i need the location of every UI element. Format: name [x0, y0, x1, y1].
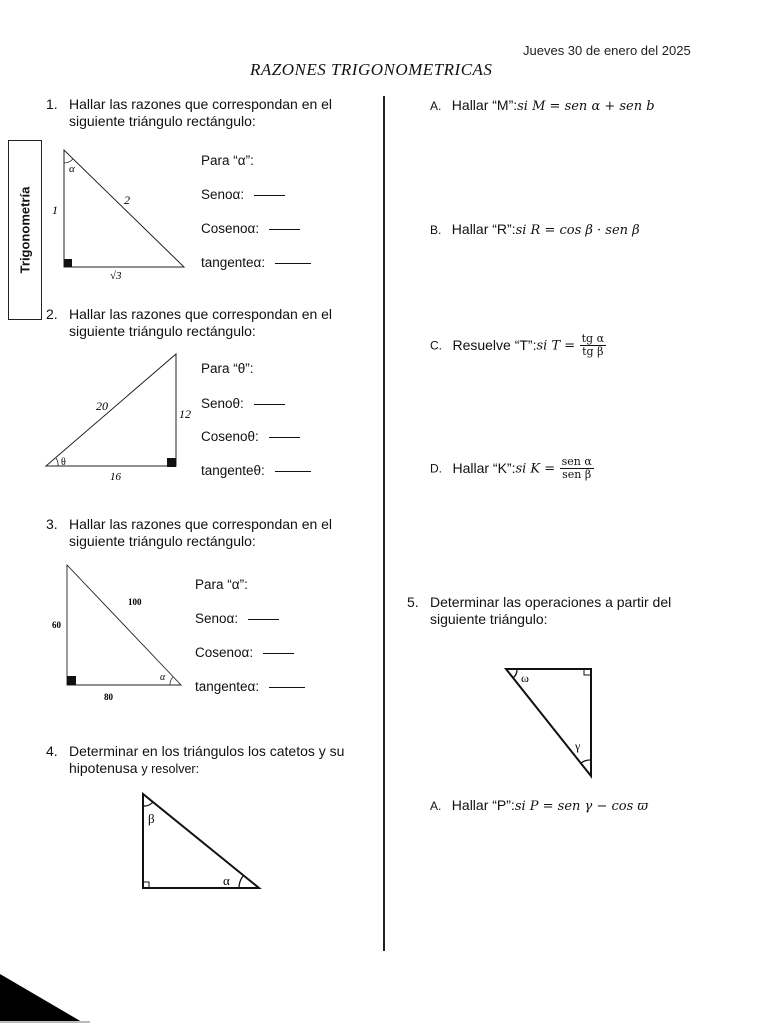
q4-angle-alpha: α: [223, 873, 230, 888]
item-b-text: Hallar “R”:: [451, 221, 516, 237]
q3-seno-label: Senoα:: [195, 611, 239, 626]
item-d-text: Hallar “K”:: [452, 459, 516, 476]
q5-number: 5.: [407, 594, 419, 610]
item-c-letter: C.: [430, 338, 442, 353]
q1-coseno-row: [201, 221, 300, 236]
corner-decoration: [0, 970, 90, 1024]
item-b-math: si R = cos β · sen β: [515, 223, 640, 238]
q1-seno-label: Senoα:: [201, 187, 245, 202]
q2-hypotenuse: 20: [96, 399, 108, 413]
q5-item-a-math: si P = sen γ − cos ϖ: [514, 799, 648, 814]
item-b: [430, 221, 640, 239]
q5-angle-omega: ω: [521, 671, 529, 685]
q3-para: Para “α”:: [195, 577, 248, 592]
item-c-text: Resuelve “T”:: [452, 336, 537, 353]
q1-coseno-label: Cosenoα:: [201, 221, 260, 236]
q2-text: Hallar las razones que correspondan en el siguiente triángulo rectángulo:: [69, 306, 333, 339]
q3-angle-label: α: [160, 672, 166, 683]
item-a-text: Hallar “M”:: [451, 97, 518, 113]
q3-triangle: [46, 560, 196, 706]
q4-text: [69, 743, 359, 778]
item-d-fraction: [560, 456, 594, 481]
q5-item-a: [430, 797, 648, 815]
q2-angle-label: θ: [61, 457, 66, 468]
item-c-numerator: tg α: [581, 332, 604, 345]
q1-tangente-label: tangenteα:: [201, 255, 266, 270]
q1-coseno-blank[interactable]: [269, 228, 300, 230]
q2-side-right: 12: [179, 407, 191, 421]
item-c-denominator: tg β: [582, 345, 604, 358]
column-divider: [383, 96, 385, 951]
q2-number: 2.: [46, 306, 58, 322]
q1-number: 1.: [46, 96, 58, 112]
q2-seno-row: [201, 396, 285, 411]
q3-hypotenuse: 100: [128, 597, 142, 607]
side-tab: [8, 140, 42, 320]
q4-number: 4.: [46, 743, 58, 759]
q1-tangente-row: [201, 255, 311, 270]
q1-side-bottom: √3: [110, 270, 122, 282]
q2-side-bottom: 16: [110, 471, 121, 483]
q1-seno-row: [201, 187, 285, 202]
page-title: RAZONES TRIGONOMETRICAS: [250, 60, 493, 79]
item-d-letter: D.: [430, 461, 442, 476]
q2-seno-blank[interactable]: [254, 403, 285, 405]
q4-text-small: y resolver:: [141, 762, 200, 776]
q3-coseno-blank[interactable]: [263, 652, 294, 654]
q5-angle-gamma: γ: [575, 739, 581, 753]
item-d-numerator: sen α: [561, 455, 592, 468]
date: Jueves 30 de enero del 2025: [523, 43, 691, 58]
q3-tangente-label: tangenteα:: [195, 679, 260, 694]
item-c: [430, 333, 606, 358]
q2-para: Para “θ”:: [201, 361, 254, 376]
q1-hypotenuse: 2: [124, 193, 130, 207]
item-c-math: si T =: [536, 338, 576, 354]
q3-number: 3.: [46, 516, 58, 532]
item-c-fraction: [580, 333, 606, 358]
item-b-letter: B.: [430, 223, 442, 237]
q3-side-left: 60: [52, 620, 61, 630]
item-a-math: si M = sen α + sen b: [517, 99, 655, 114]
q3-seno-row: [195, 611, 279, 626]
q1-triangle: [44, 145, 194, 282]
q2-coseno-row: [201, 429, 300, 444]
q3-tangente-blank[interactable]: [269, 686, 305, 688]
q4-text-main: Determinar en los triángulos los catetos y su hipotenusa: [69, 743, 345, 776]
q4-angle-beta: β: [148, 811, 155, 826]
q3-tangente-row: [195, 679, 305, 694]
q2-coseno-label: Cosenoθ:: [201, 429, 259, 444]
item-a-letter: A.: [430, 99, 442, 113]
q4-triangle: [135, 788, 265, 894]
q5-item-a-text: Hallar “P”:: [451, 797, 515, 813]
item-a: [430, 97, 655, 115]
q1-side-left: 1: [52, 203, 58, 217]
q3-side-bottom: 80: [104, 692, 113, 702]
q2-tangente-label: tangenteθ:: [201, 463, 265, 478]
item-d: [430, 456, 594, 481]
side-tab-label: Trigonometría: [17, 186, 33, 274]
q5-triangle: [500, 664, 600, 782]
q1-angle-label: α: [69, 163, 75, 175]
item-d-math: si K =: [515, 461, 556, 477]
q1-text: Hallar las razones que correspondan en el siguiente triángulo rectángulo:: [69, 96, 333, 129]
item-d-denominator: sen β: [562, 468, 592, 481]
q2-coseno-blank[interactable]: [269, 436, 300, 438]
q1-tangente-blank[interactable]: [275, 262, 311, 264]
q3-coseno-row: [195, 645, 294, 660]
q1-para: Para “α”:: [201, 153, 254, 168]
q2-tangente-row: [201, 463, 311, 478]
q3-coseno-label: Cosenoα:: [195, 645, 254, 660]
q3-text: Hallar las razones que correspondan en el siguiente triángulo rectángulo:: [69, 516, 333, 549]
q2-triangle: [40, 348, 200, 484]
q2-seno-label: Senoθ:: [201, 396, 244, 411]
q5-text: Determinar las operaciones a partir del siguiente triángulo:: [430, 594, 672, 627]
q3-seno-blank[interactable]: [248, 618, 279, 620]
q5-item-a-letter: A.: [430, 799, 442, 813]
q2-tangente-blank[interactable]: [275, 470, 311, 472]
q1-seno-blank[interactable]: [254, 194, 285, 196]
